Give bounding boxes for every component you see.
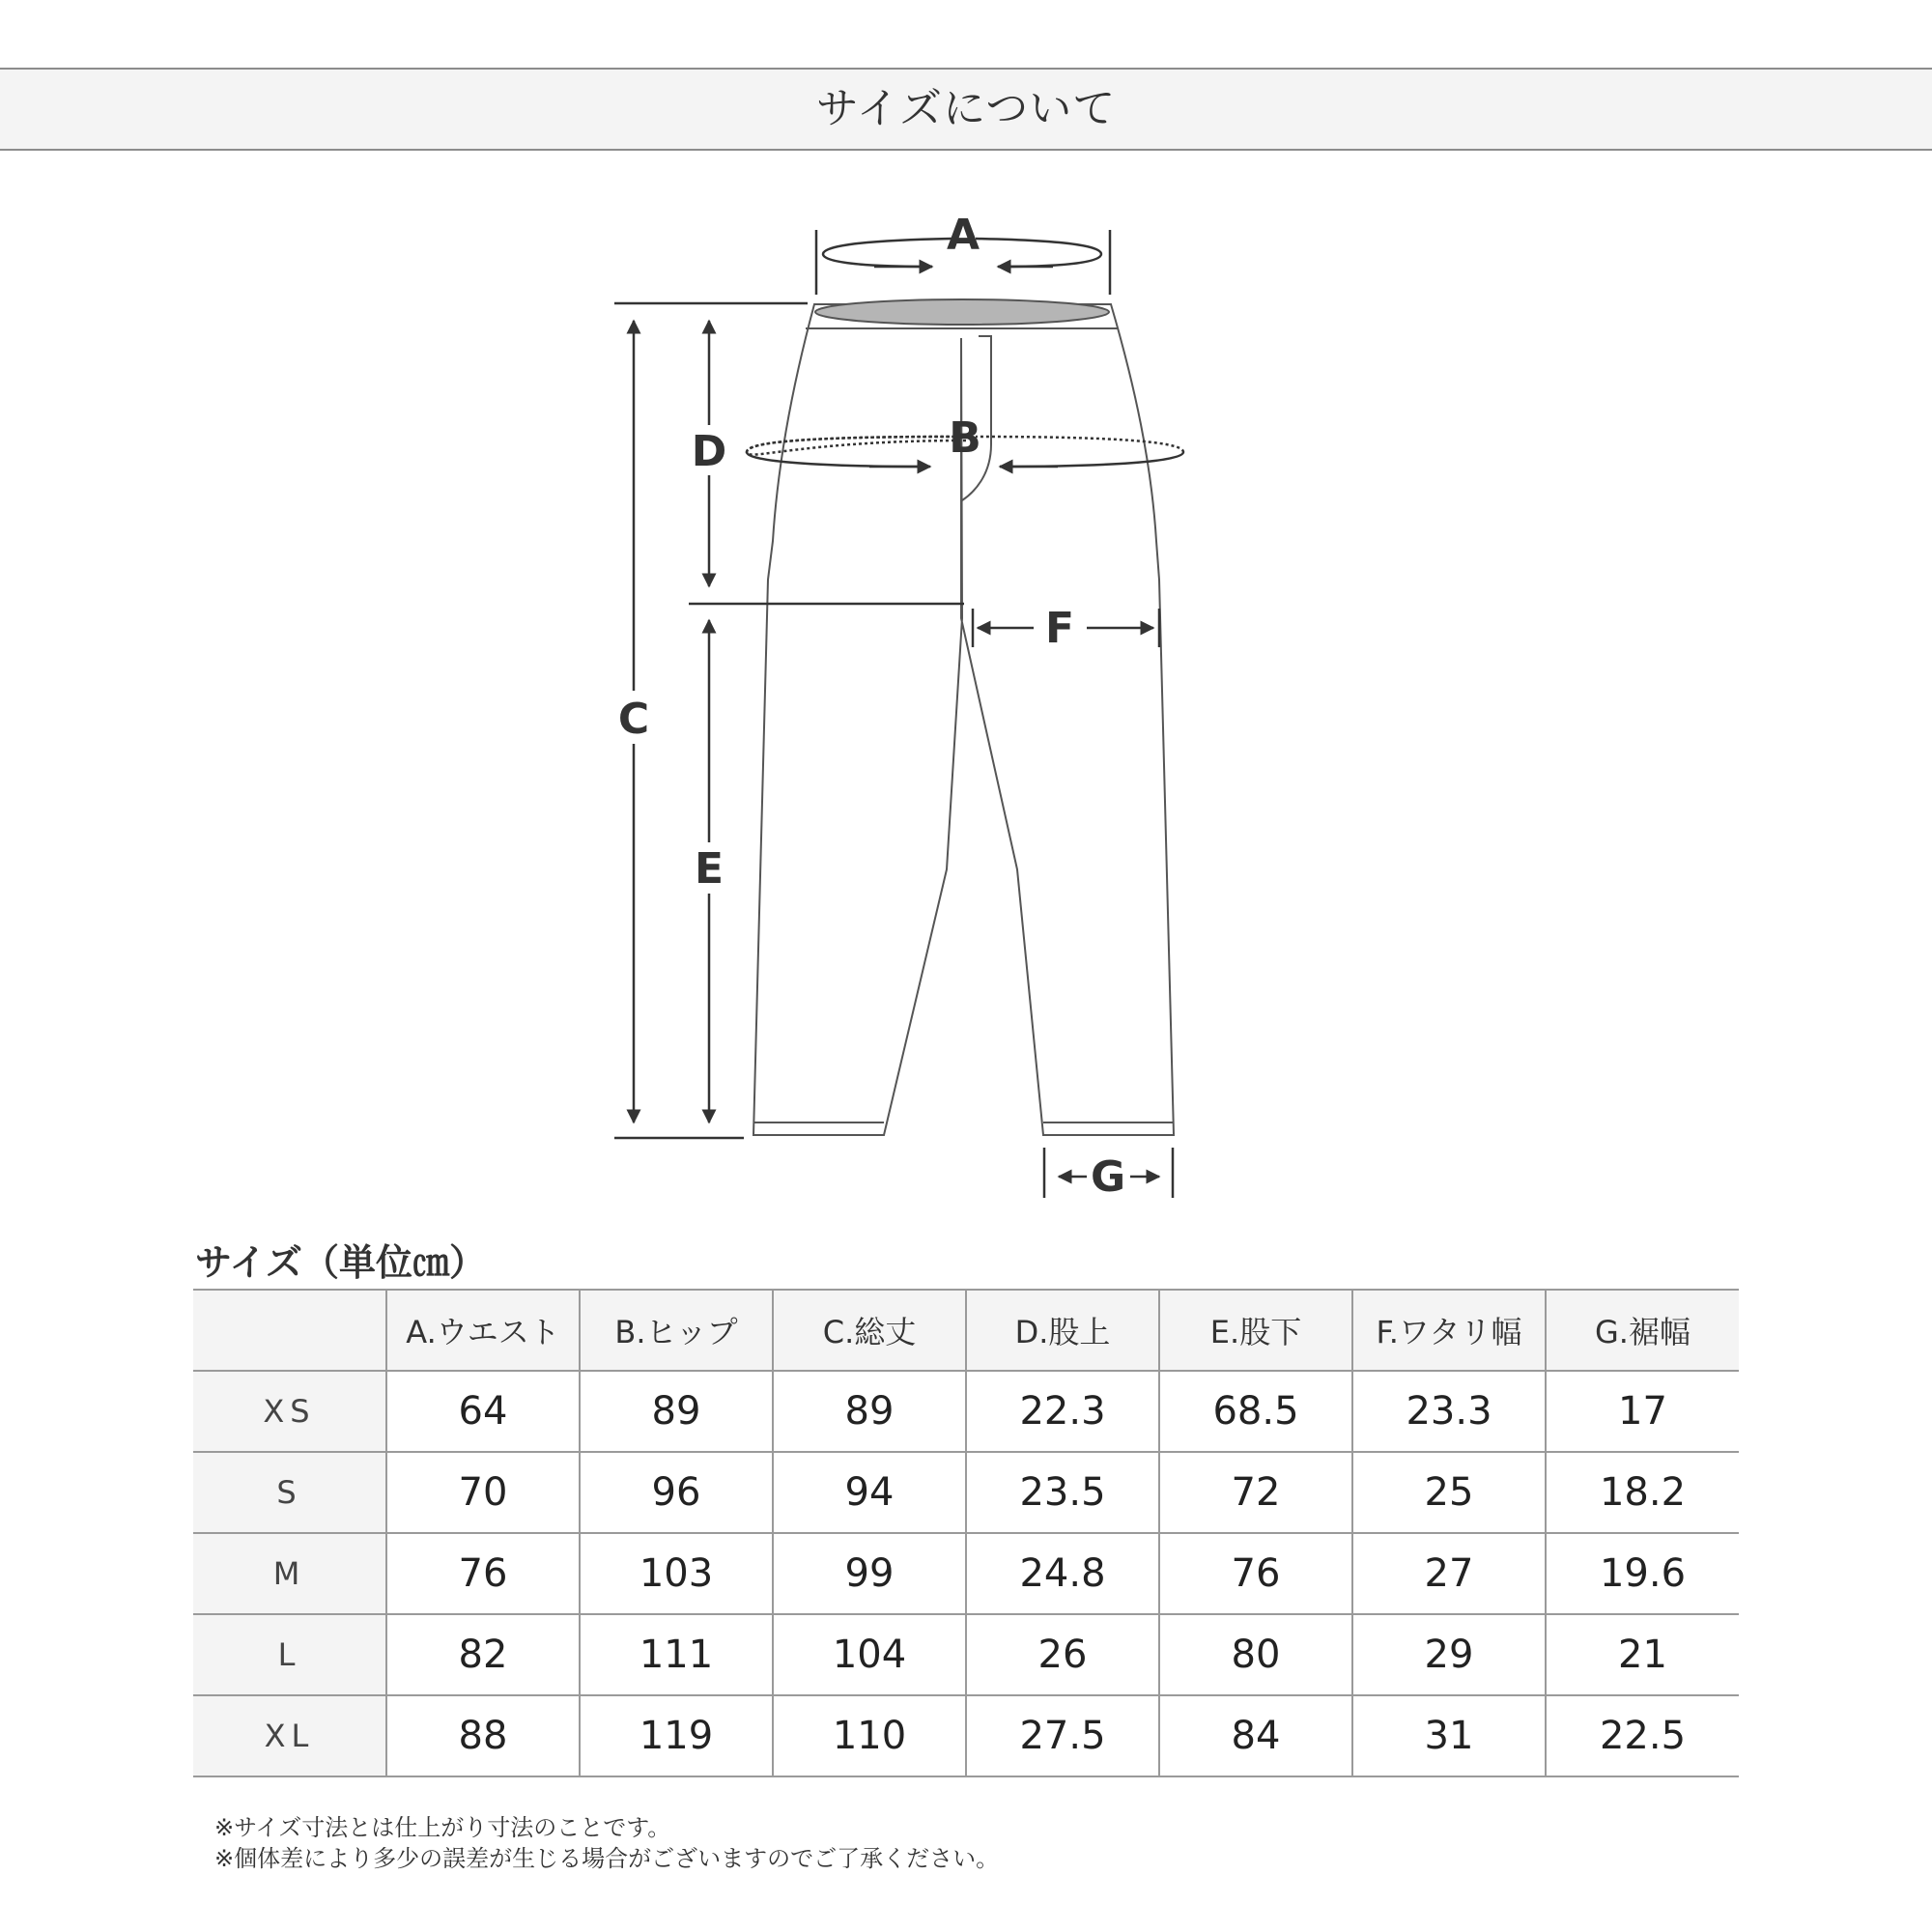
table-cell: 29 (1352, 1614, 1546, 1695)
table-row (193, 1695, 1739, 1776)
label-f: F (1044, 604, 1075, 653)
column-header: E.股下 (1159, 1290, 1352, 1371)
table-cell: 111 (580, 1614, 773, 1695)
column-header: B.ヒップ (580, 1290, 773, 1371)
table-cell: 76 (386, 1533, 580, 1614)
column-header: C.総丈 (773, 1290, 966, 1371)
table-cell: 104 (773, 1614, 966, 1695)
table-cell: 76 (1159, 1533, 1352, 1614)
table-cell: 119 (580, 1695, 773, 1776)
table-cell: 24.8 (966, 1533, 1159, 1614)
table-cell: 17 (1546, 1371, 1739, 1452)
table-cell: 89 (580, 1371, 773, 1452)
table-cell: 84 (1159, 1695, 1352, 1776)
size-label: M (193, 1533, 386, 1614)
size-label: XS (193, 1371, 386, 1452)
table-cell: 23.5 (966, 1452, 1159, 1533)
table-cell: 103 (580, 1533, 773, 1614)
table-cell: 31 (1352, 1695, 1546, 1776)
table-cell: 94 (773, 1452, 966, 1533)
table-cell: 27.5 (966, 1695, 1159, 1776)
column-header: F.ワタリ幅 (1352, 1290, 1546, 1371)
table-cell: 22.5 (1546, 1695, 1739, 1776)
table-cell: 110 (773, 1695, 966, 1776)
table-header-row (193, 1290, 1739, 1371)
table-cell: 89 (773, 1371, 966, 1452)
table-cell: 19.6 (1546, 1533, 1739, 1614)
label-g: G (1090, 1152, 1126, 1202)
table-cell: 21 (1546, 1614, 1739, 1695)
label-e: E (694, 844, 724, 894)
size-label: S (193, 1452, 386, 1533)
table-row (193, 1533, 1739, 1614)
table-row (193, 1614, 1739, 1695)
table-cell: 82 (386, 1614, 580, 1695)
column-header: G.裾幅 (1546, 1290, 1739, 1371)
table-cell: 18.2 (1546, 1452, 1739, 1533)
column-header: D.股上 (966, 1290, 1159, 1371)
table-cell: 99 (773, 1533, 966, 1614)
table-cell: 64 (386, 1371, 580, 1452)
table-row (193, 1371, 1739, 1452)
reference-lines (614, 303, 964, 1138)
table-cell: 70 (386, 1452, 580, 1533)
label-c: C (617, 695, 650, 744)
table-cell: 22.3 (966, 1371, 1159, 1452)
notes (214, 1812, 999, 1874)
column-header (193, 1290, 386, 1371)
table-cell: 96 (580, 1452, 773, 1533)
table-cell: 68.5 (1159, 1371, 1352, 1452)
label-a: A (946, 211, 980, 260)
table-cell: 72 (1159, 1452, 1352, 1533)
table-row (193, 1452, 1739, 1533)
note-line: ※サイズ寸法とは仕上がり寸法のことです。 (214, 1814, 671, 1841)
label-d: D (691, 427, 727, 476)
size-label: L (193, 1614, 386, 1695)
size-table (193, 1289, 1739, 1777)
table-cell: 27 (1352, 1533, 1546, 1614)
table-cell: 23.3 (1352, 1371, 1546, 1452)
table-cell: 26 (966, 1614, 1159, 1695)
table-cell: 88 (386, 1695, 580, 1776)
label-b: B (949, 413, 981, 463)
table-cell: 25 (1352, 1452, 1546, 1533)
page-title: サイズについて (815, 84, 1117, 133)
note-line: ※個体差により多少の誤差が生じる場合がございますのでご了承ください。 (214, 1845, 1000, 1872)
table-caption: サイズ（単位㎝） (195, 1241, 486, 1284)
size-label: XL (193, 1695, 386, 1776)
column-header: A.ウエスト (386, 1290, 580, 1371)
table-cell: 80 (1159, 1614, 1352, 1695)
